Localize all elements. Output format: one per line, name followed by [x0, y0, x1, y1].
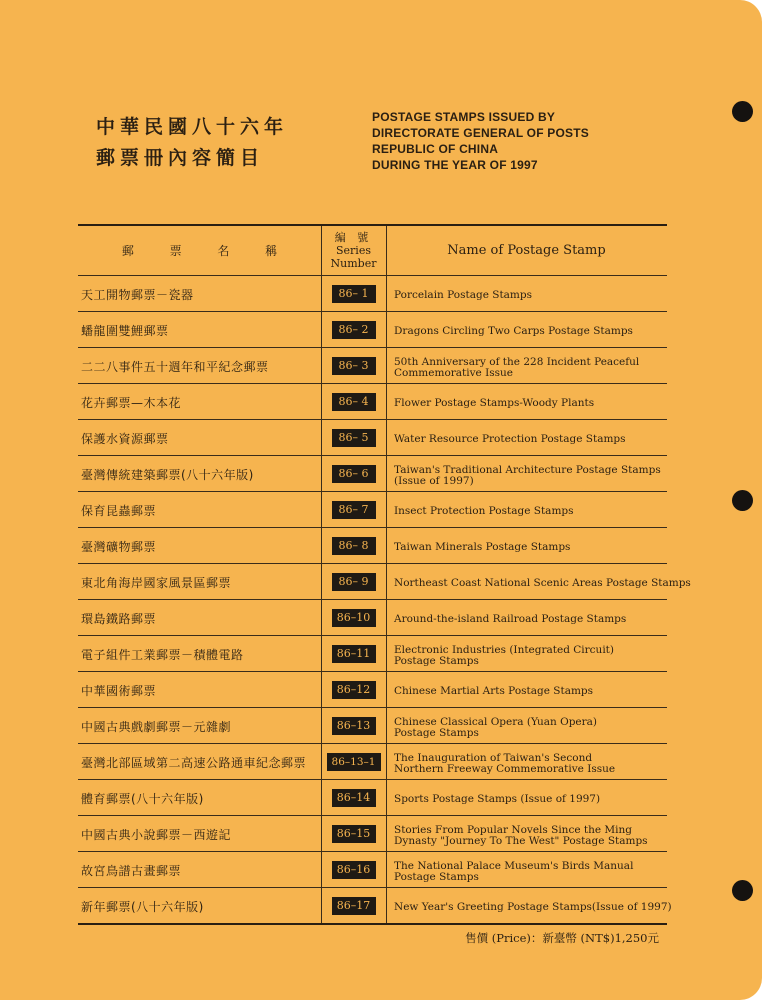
stamp-name-english-line: Chinese Classical Opera (Yuan Opera): [394, 715, 598, 728]
stamp-name-english: [394, 456, 666, 492]
title-chinese-line: 中華民國八十六年: [96, 116, 289, 138]
stamp-name-english-line: Insect Protection Postage Stamps: [394, 505, 574, 517]
stamp-name-english-line: The Inauguration of Taiwan's Second: [394, 751, 593, 764]
stamp-name-chinese: 中國古典戲劇郵票－元雜劇: [81, 719, 232, 734]
series-number-badge: 86–15: [332, 825, 376, 843]
stamp-name-english: [394, 564, 691, 600]
series-cell: [321, 420, 386, 456]
stamp-name-english-line: Postage Stamps: [394, 870, 479, 883]
title-chinese: [96, 112, 288, 174]
stamp-name-english-line: Taiwan's Traditional Architecture Postage Stamps: [394, 463, 661, 476]
series-number-badge: 86–14: [332, 789, 376, 807]
column-header-chinese-name: [78, 226, 321, 275]
series-cell: [321, 888, 386, 924]
series-number-badge: 86–12: [332, 681, 376, 699]
stamp-name-english-line: Commemorative Issue: [394, 366, 514, 379]
stamp-name-english: [394, 888, 672, 924]
stamp-name-english: [394, 420, 666, 456]
title-english-line: POSTAGE STAMPS ISSUED BY: [372, 110, 556, 124]
column-header-char: 名: [217, 244, 230, 258]
column-header-series-en: Number: [330, 257, 377, 270]
series-number-badge: 86–11: [332, 645, 376, 663]
series-cell: [321, 276, 386, 312]
stamp-name-english-line: Dragons Circling Two Carps Postage Stamps: [394, 325, 633, 337]
series-cell: [321, 708, 386, 744]
stamp-name-english: [394, 708, 666, 744]
stamp-name-english-line: 50th Anniversary of the 228 Incident Peaceful: [394, 355, 640, 368]
table-row: [78, 600, 667, 636]
column-header-char: 稱: [265, 244, 278, 258]
stamp-name-english: [394, 600, 666, 636]
series-number-badge: 86–16: [332, 861, 376, 879]
series-number-badge: 86–13–1: [327, 753, 381, 771]
stamp-name-chinese: 臺灣傳統建築郵票(八十六年版): [81, 467, 254, 482]
table-row: [78, 888, 672, 924]
stamp-name-english-line: Postage Stamps: [394, 654, 479, 667]
stamp-name-english-line: Taiwan Minerals Postage Stamps: [394, 541, 571, 553]
stamp-name-chinese: 臺灣礦物郵票: [81, 539, 157, 554]
stamp-name-english: [394, 276, 666, 312]
series-cell: [321, 744, 386, 780]
binder-hole: [732, 880, 753, 901]
series-cell: [321, 384, 386, 420]
stamp-name-english: [394, 348, 666, 384]
series-cell: [321, 528, 386, 564]
stamp-name-english: [394, 636, 666, 672]
stamp-name-chinese: 天工開物郵票－瓷器: [81, 287, 194, 302]
title-english-line: DIRECTORATE GENERAL OF POSTS: [372, 126, 589, 140]
series-number-badge: 86– 1: [332, 285, 376, 303]
table-row: [78, 636, 667, 672]
table-row: [78, 312, 667, 348]
table-row: [78, 348, 667, 384]
binder-hole: [732, 490, 753, 511]
title-english-line: REPUBLIC OF CHINA: [372, 142, 499, 156]
stamp-name-chinese: 環島鐵路郵票: [81, 611, 157, 626]
series-cell: [321, 600, 386, 636]
column-header-char: 票: [169, 244, 182, 258]
table-row: [78, 528, 667, 564]
column-header-series-zh: 編 號: [334, 231, 373, 244]
stamp-name-chinese: 東北角海岸國家風景區郵票: [81, 575, 232, 590]
stamp-name-english-line: New Year's Greeting Postage Stamps(Issue of 1997): [394, 901, 672, 913]
series-number-badge: 86–10: [332, 609, 376, 627]
stamp-name-chinese: 中國古典小說郵票－西遊記: [81, 827, 232, 842]
stamp-name-chinese: 故宮鳥譜古畫郵票: [81, 863, 182, 878]
title-chinese-line: 郵票冊內容簡目: [96, 147, 265, 169]
stamp-name-chinese: 蟠龍圍雙鯉郵票: [81, 323, 169, 338]
stamp-name-english-line: Water Resource Protection Postage Stamps: [394, 433, 626, 445]
series-cell: [321, 672, 386, 708]
series-cell: [321, 312, 386, 348]
table-row: [78, 852, 667, 888]
title-english-line: DURING THE YEAR OF 1997: [372, 158, 538, 172]
stamp-name-chinese: 花卉郵票—木本花: [81, 395, 182, 410]
table-row: [78, 672, 667, 708]
series-cell: [321, 456, 386, 492]
stamp-name-english-line: Postage Stamps: [394, 726, 479, 739]
table-row: [78, 708, 667, 744]
series-number-badge: 86– 8: [332, 537, 376, 555]
stamp-name-english-line: (Issue of 1997): [394, 474, 474, 487]
stamp-name-english: [394, 852, 666, 888]
price-label: 售價 (Price)：新臺幣 (NT$)1,250元: [465, 931, 659, 945]
stamp-name-english-line: Sports Postage Stamps (Issue of 1997): [394, 793, 601, 805]
series-number-badge: 86– 2: [332, 321, 376, 339]
stamp-name-english: [394, 312, 666, 348]
table-row: [78, 780, 667, 816]
column-header-char: 郵: [121, 244, 134, 258]
stamp-name-chinese: 臺灣北部區域第二高速公路通車紀念郵票: [81, 755, 307, 770]
series-number-badge: 86–13: [332, 717, 376, 735]
stamp-name-english: [394, 492, 666, 528]
stamp-name-chinese: 新年郵票(八十六年版): [81, 899, 204, 914]
stamp-name-english: [394, 528, 666, 564]
column-header-series: [321, 226, 386, 275]
stamp-name-chinese: 電子組件工業郵票－積體電路: [81, 647, 244, 662]
table-row: [78, 744, 667, 780]
series-number-badge: 86– 4: [332, 393, 376, 411]
column-header-series-en: Series: [336, 244, 371, 257]
table-row: [78, 816, 667, 852]
series-number-badge: 86– 5: [332, 429, 376, 447]
stamp-name-english: [394, 816, 666, 852]
table-row: [78, 564, 691, 600]
table-row: [78, 492, 667, 528]
stamp-name-chinese: 二二八事件五十週年和平紀念郵票: [81, 359, 269, 374]
stamp-name-english: [394, 672, 666, 708]
stamp-name-english: [394, 744, 666, 780]
column-header-english-name: Name of Postage Stamp: [447, 243, 606, 258]
stamp-name-chinese: 體育郵票(八十六年版): [81, 791, 204, 806]
series-cell: [321, 816, 386, 852]
series-number-badge: 86– 6: [332, 465, 376, 483]
series-cell: [321, 636, 386, 672]
stamp-name-english-line: Dynasty "Journey To The West" Postage Stamps: [394, 834, 648, 847]
stamp-name-english-line: The National Palace Museum's Birds Manual: [394, 859, 634, 872]
series-number-badge: 86–17: [332, 897, 376, 915]
series-cell: [321, 780, 386, 816]
table-row: [78, 384, 667, 420]
stamp-name-english-line: Electronic Industries (Integrated Circuit): [394, 643, 614, 656]
stamp-name-english-line: Porcelain Postage Stamps: [394, 289, 532, 301]
stamp-name-chinese: 保護水資源郵票: [81, 431, 169, 446]
title-english: [372, 109, 589, 173]
series-number-badge: 86– 7: [332, 501, 376, 519]
binder-hole: [732, 101, 753, 122]
stamp-name-english-line: Chinese Martial Arts Postage Stamps: [394, 685, 594, 697]
series-number-badge: 86– 9: [332, 573, 376, 591]
table-row: [78, 456, 667, 492]
stamp-name-chinese: 保育昆蟲郵票: [81, 503, 157, 518]
stamp-name-english-line: Flower Postage Stamps-Woody Plants: [394, 397, 595, 409]
series-cell: [321, 348, 386, 384]
series-number-badge: 86– 3: [332, 357, 376, 375]
table-row: [78, 276, 667, 312]
table-bottom-rule: [78, 923, 667, 925]
series-cell: [321, 564, 386, 600]
series-cell: [321, 492, 386, 528]
table-row: [78, 420, 667, 456]
stamp-name-english-line: Around-the-island Railroad Postage Stamps: [394, 613, 627, 625]
stamp-name-english: [394, 780, 666, 816]
stamp-name-english-line: Northeast Coast National Scenic Areas Postage Stamps: [394, 577, 691, 589]
stamp-name-english-line: Stories From Popular Novels Since the Ming: [394, 823, 633, 836]
series-cell: [321, 852, 386, 888]
stamp-name-chinese: 中華國術郵票: [81, 683, 157, 698]
stamp-name-english: [394, 384, 666, 420]
stamp-name-english-line: Northern Freeway Commemorative Issue: [394, 762, 616, 775]
